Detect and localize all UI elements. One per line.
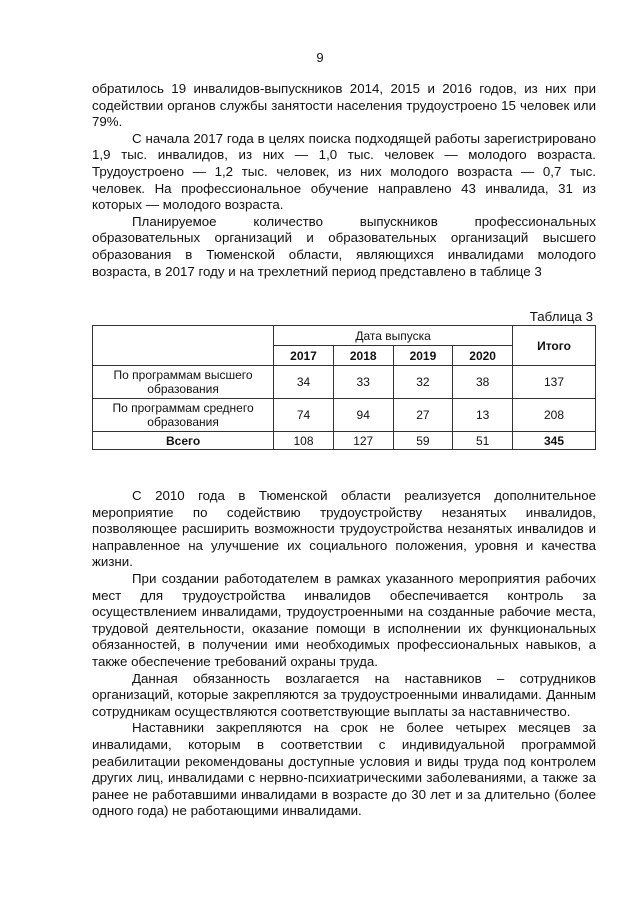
value-cell: 59 bbox=[393, 432, 453, 450]
page-number: 9 bbox=[316, 50, 324, 65]
table-row bbox=[93, 366, 596, 399]
row-label-cell: Всего bbox=[93, 432, 274, 450]
value-cell: 74 bbox=[274, 399, 334, 432]
value-cell: 32 bbox=[393, 366, 453, 399]
value-cell: 94 bbox=[333, 399, 393, 432]
paragraph: С 2010 года в Тюменской области реализуется дополнительное мероприятие по содействию трудоустройству незанятых инвалидов, позволяющее расширить возможности трудоустройства незанятых инвалидов и направленное на улучшение их социального положения, уровня и качества жизни. bbox=[92, 488, 596, 570]
value-cell: 33 bbox=[333, 366, 393, 399]
table-total-row bbox=[93, 432, 596, 450]
value-cell: 51 bbox=[453, 432, 513, 450]
paragraph: Наставники закрепляются на срок не более четырех месяцев за инвалидами, которым в соответствии с индивидуальной программой реабилитации рекомендованы доступные условия и виды труда под контролем других лиц, инвалидами с нервно-психиатрическими заболеваниями, а также за ранее не работавшими инвалидами в возрасте до 30 лет и за длительно (более одного года) не работающими инвалидами. bbox=[92, 720, 596, 819]
total-cell: 208 bbox=[512, 399, 595, 432]
graduates-table bbox=[92, 325, 596, 450]
year-header-cell: 2020 bbox=[453, 346, 513, 366]
value-cell: 27 bbox=[393, 399, 453, 432]
year-header-cell: 2018 bbox=[333, 346, 393, 366]
text-block-top bbox=[92, 81, 596, 280]
table-caption: Таблица 3 bbox=[529, 309, 593, 324]
paragraph: Планируемое количество выпускников профессиональных образовательных организаций и образовательных организаций высшего образования в Тюменской области, являющихся инвалидами молодого возраста, в 2017 году и на трехлетний период представлено в таблице 3 bbox=[92, 213, 596, 279]
value-cell: 13 bbox=[453, 399, 513, 432]
value-cell: 108 bbox=[274, 432, 334, 450]
total-cell: 137 bbox=[512, 366, 595, 399]
text-block-bottom bbox=[92, 488, 596, 820]
value-cell: 127 bbox=[333, 432, 393, 450]
value-cell: 34 bbox=[274, 366, 334, 399]
value-cell: 38 bbox=[453, 366, 513, 399]
table-header-row bbox=[93, 326, 596, 346]
row-label-cell: По программам среднего образования bbox=[93, 399, 274, 432]
table-corner-cell bbox=[93, 326, 274, 366]
paragraph: С начала 2017 года в целях поиска подходящей работы зарегистрировано 1,9 тыс. инвалидов, из них — 1,0 тыс. человек — молодого возраста. Трудоустроено — 1,2 тыс. человек, из них молодого возраста — 0,7 тыс. человек. На профессиональное обучение направлено 43 инвалида, 31 из которых — молодого возраста. bbox=[92, 130, 596, 213]
row-label-cell: По программам высшего образования bbox=[93, 366, 274, 399]
year-header-cell: 2019 bbox=[393, 346, 453, 366]
table-row bbox=[93, 399, 596, 432]
total-header-cell: Итого bbox=[512, 326, 595, 366]
paragraph: Данная обязанность возлагается на наставников – сотрудников организаций, которые закрепляются за трудоустроенными инвалидами. Данным сотрудникам осуществляются соответствующие выплаты за наставничество. bbox=[92, 670, 596, 719]
grand-total-cell: 345 bbox=[512, 432, 595, 450]
paragraph: При создании работодателем в рамках указанного мероприятия рабочих мест для трудоустройства инвалидов обеспечивается контроль за осуществлением инвалидами, трудоустроенными на созданные рабочие места, трудовой деятельности, оказание помощи в исполнении их функциональных обязанностей, в получении ими необходимых профессиональных навыков, а также обеспечение требований охраны труда. bbox=[92, 570, 596, 669]
paragraph: обратилось 19 инвалидов-выпускников 2014, 2015 и 2016 годов, из них при содействии органов службы занятости населения трудоустроено 15 человек или 79%. bbox=[92, 81, 596, 130]
group-header-cell: Дата выпуска bbox=[274, 326, 513, 346]
year-header-cell: 2017 bbox=[274, 346, 334, 366]
